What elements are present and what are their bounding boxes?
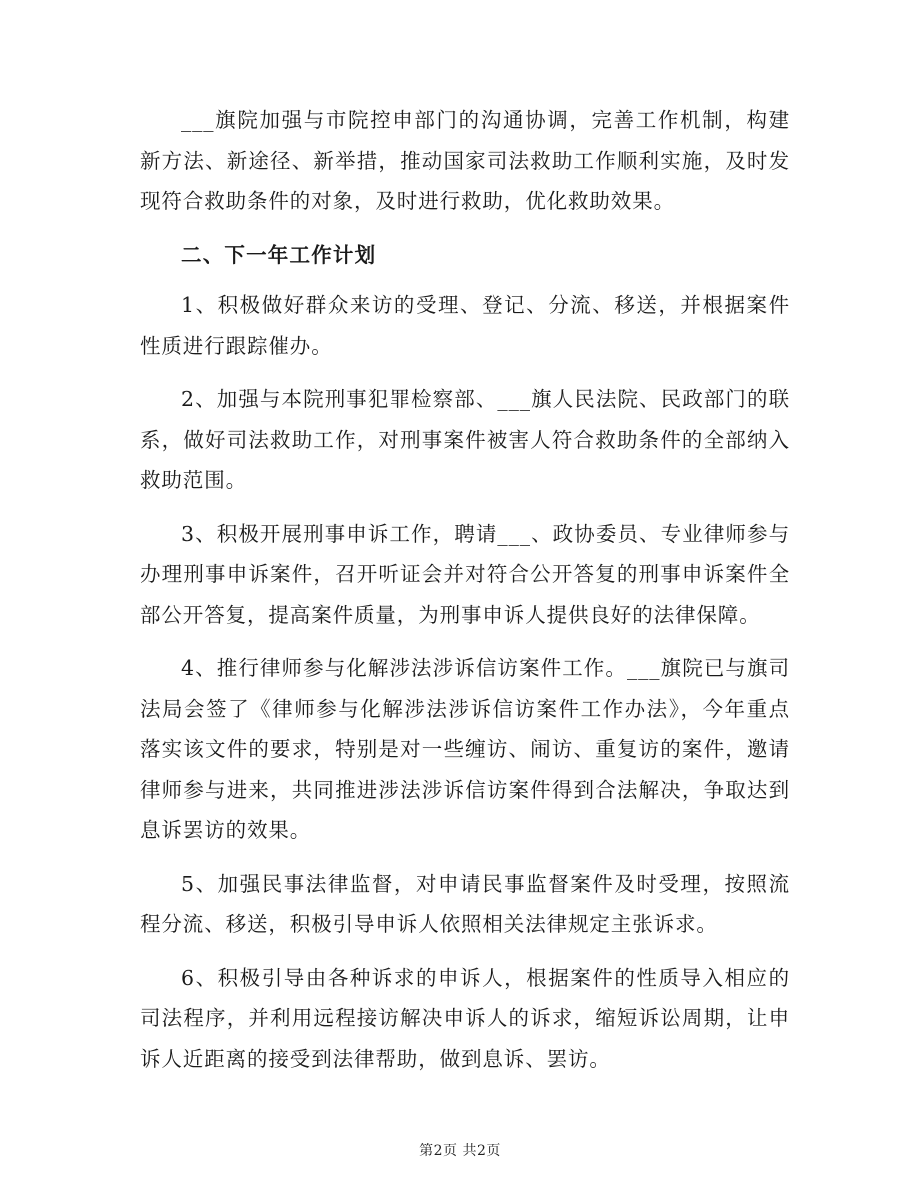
plan-item-6: 6、积极引导由各种诉求的申诉人，根据案件的性质导入相应的司法程序，并利用远程接访解决申诉人的诉求，缩短诉讼周期，让申诉人近距离的接受到法律帮助，做到息诉、罢访。 — [140, 965, 790, 1071]
plan-item-5: 5、加强民事法律监督，对申请民事监督案件及时受理，按照流程分流、移送，积极引导申诉人依照相关法律规定主张诉求。 — [140, 871, 790, 936]
plan-item-2: 2、加强与本院刑事犯罪检察部、___旗人民法院、民政部门的联系，做好司法救助工作，对刑事案件被害人符合救助条件的全部纳入救助范围。 — [140, 387, 790, 492]
section-heading: 二、下一年工作计划 — [181, 242, 377, 267]
page-number-footer: 第2页 共2页 — [419, 1143, 501, 1159]
plan-item-4: 4、推行律师参与化解涉法涉诉信访案件工作。___旗院已与旗司法局会签了《律师参与化解涉法涉诉信访案件工作办法》，今年重点落实该文件的要求，特别是对一些缠访、闹访、重复访的案件，邀请律师参与进来，共同推进涉法涉诉信访案件得到合法解决，争取达到息诉罢访的效果。 — [140, 656, 790, 842]
plan-item-3: 3、积极开展刑事申诉工作，聘请___、政协委员、专业律师参与办理刑事申诉案件，召开听证会并对符合公开答复的刑事申诉案件全部公开答复，提高案件质量，为刑事申诉人提供良好的法律保障。 — [140, 521, 790, 627]
document-body — [140, 100, 790, 1092]
plan-item-1: 1、积极做好群众来访的受理、登记、分流、移送，并根据案件性质进行跟踪催办。 — [140, 293, 790, 358]
intro-paragraph: ___旗院加强与市院控申部门的沟通协调，完善工作机制，构建新方法、新途径、新举措，推动国家司法救助工作顺利实施，及时发现符合救助条件的对象，及时进行救助，优化救助效果。 — [140, 108, 790, 213]
